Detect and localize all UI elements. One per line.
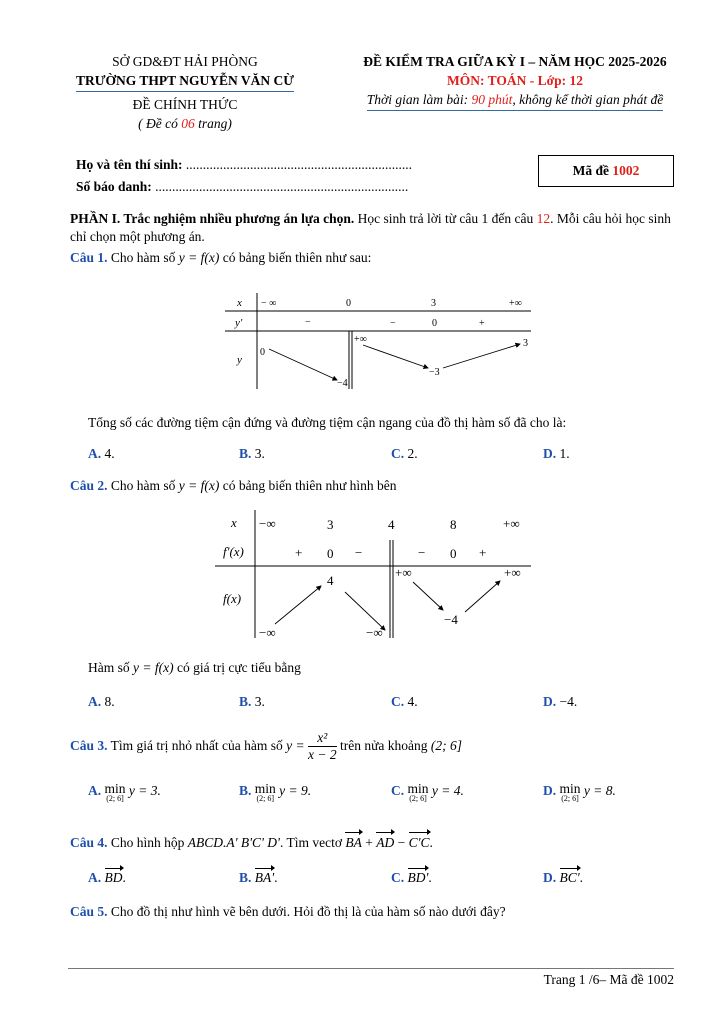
q2-x-val: −∞: [259, 516, 276, 531]
q4-option-a[interactable]: A. BD.: [88, 870, 126, 885]
q1-sign: −: [390, 318, 396, 329]
q1-y-val: −3: [429, 367, 440, 378]
q2-option-d[interactable]: D. −4.: [543, 694, 578, 709]
question-1-text: Tổng số các đường tiệm cận đứng và đường tiệm cận ngang của đồ thị hàm số đã cho là:: [88, 415, 567, 430]
q2-f-label: f(x): [223, 591, 242, 606]
q2-variation-table: [215, 510, 535, 640]
question-2-stem: Câu 2. Cho hàm số y = f(x) có bảng biến thiên như hình bên: [70, 478, 397, 493]
q4-options: [88, 870, 688, 888]
q1-option-d[interactable]: D. 1.: [543, 446, 570, 461]
q3-option-c[interactable]: C. min (2; 6] y = 4.: [391, 781, 464, 803]
q2-f-val: +∞: [395, 565, 412, 580]
q2-x-label: x: [231, 515, 237, 530]
header-left: [70, 52, 300, 133]
q1-sign: +: [479, 318, 485, 329]
header-right: [330, 52, 700, 111]
q2-sign: −: [418, 545, 426, 560]
q1-x-val: 3: [431, 298, 436, 309]
student-id-line: Số báo danh: ...........................................................................: [76, 179, 409, 194]
exam-code-box: Mã đề 1002: [538, 155, 674, 187]
q1-yp-label: y′: [235, 317, 243, 329]
q2-sign: +: [295, 545, 303, 560]
q1-y-val: +∞: [354, 334, 367, 345]
q2-f-val: −4: [444, 612, 458, 627]
q2-option-b[interactable]: B. 3.: [239, 694, 265, 709]
time-line: Thời gian làm bài: 90 phút, không kể thời gian phát đề: [330, 90, 700, 111]
part1-instructions: PHẦN I. Trắc nghiệm nhiều phương án lựa chọn. Học sinh trả lời từ câu 1 đến câu 12. Mỗi câu hỏi học sinh chỉ chọn một phương án.: [70, 211, 671, 244]
q1-option-c[interactable]: C. 2.: [391, 446, 418, 461]
q2-option-a[interactable]: A. 8.: [88, 694, 115, 709]
q2-x-val: 4: [388, 517, 395, 532]
official-label: ĐỀ CHÍNH THỨC: [132, 97, 238, 112]
question-4-stem: Câu 4. Cho hình hộp ABCD.A' B'C' D'. Tìm vectơ BA + AD − C'C.: [70, 835, 433, 850]
q1-y-val: −4: [337, 378, 348, 389]
q1-y-val: 3: [523, 338, 528, 349]
question-5-stem: Câu 5. Cho đồ thị như hình vẽ bên dưới. Hỏi đồ thị là của hàm số nào dưới đây?: [70, 904, 506, 919]
q3-options: [88, 783, 688, 813]
student-info: [76, 154, 412, 198]
q2-sign: −: [355, 545, 363, 560]
q2-x-val: 8: [450, 517, 457, 532]
q2-sign: 0: [327, 546, 334, 561]
q2-f-val: −∞: [366, 625, 383, 640]
q1-sign: 0: [432, 318, 437, 329]
q2-x-val: +∞: [503, 516, 520, 531]
q2-options: [88, 694, 688, 712]
question-3-stem: Câu 3. Tìm giá trị nhỏ nhất của hàm số y = $\frac{\text{x²}}{x - 2}$ trên nửa khoảng (2; 6]: [70, 730, 462, 763]
q2-x-val: 3: [327, 517, 334, 532]
student-name-line: Họ và tên thí sinh: ...................................................................: [76, 157, 413, 172]
q2-sign: 0: [450, 546, 457, 561]
footer-divider: [68, 968, 674, 969]
question-2-text: Hàm số y = f(x) có giá trị cực tiểu bằng: [88, 660, 301, 675]
question-1-stem: Câu 1. Cho hàm số y = f(x) có bảng biến thiên như sau:: [70, 250, 372, 265]
q1-y-val: 0: [260, 347, 265, 358]
q1-x-val: − ∞: [261, 298, 277, 309]
q3-fraction: $\frac{\text{x²}}{x - 2}$: [307, 730, 337, 763]
q1-sign: −: [305, 317, 311, 328]
q1-y-label: y: [237, 354, 242, 366]
q1-x-val: +∞: [509, 298, 522, 309]
q2-option-c[interactable]: C. 4.: [391, 694, 418, 709]
q2-fp-label: f′(x): [223, 544, 244, 559]
exam-code: 1002: [612, 163, 640, 178]
q2-f-val: −∞: [259, 625, 276, 640]
exam-title: ĐỀ KIỂM TRA GIỮA KỲ I – NĂM HỌC 2025-2026: [363, 54, 667, 69]
subject-line: MÔN: TOÁN - Lớp: 12: [447, 73, 583, 88]
q3-option-b[interactable]: B. min (2; 6] y = 9.: [239, 781, 312, 803]
q1-option-a[interactable]: A. 4.: [88, 446, 115, 461]
q1-variation-table: [225, 293, 535, 393]
q2-f-val: 4: [327, 573, 334, 588]
q1-options: [88, 446, 688, 464]
q1-x-val: 0: [346, 298, 351, 309]
page-count: ( Đề có 06 trang): [138, 116, 232, 131]
q3-option-a[interactable]: A. min (2; 6] y = 3.: [88, 781, 161, 803]
q4-option-c[interactable]: C. BD'.: [391, 870, 432, 885]
page-footer: Trang 1 /6– Mã đề 1002: [543, 972, 674, 987]
q3-option-d[interactable]: D. min (2; 6] y = 8.: [543, 781, 616, 803]
q2-sign: +: [479, 545, 487, 560]
q1-x-label: x: [237, 297, 242, 309]
department-name: SỞ GD&ĐT HẢI PHÒNG: [112, 54, 258, 69]
q2-f-val: +∞: [504, 565, 521, 580]
q4-option-d[interactable]: D. BC'.: [543, 870, 584, 885]
q4-option-b[interactable]: B. BA'.: [239, 870, 278, 885]
school-name: TRƯỜNG THPT NGUYỄN VĂN CỪ: [70, 71, 300, 92]
q1-option-b[interactable]: B. 3.: [239, 446, 265, 461]
